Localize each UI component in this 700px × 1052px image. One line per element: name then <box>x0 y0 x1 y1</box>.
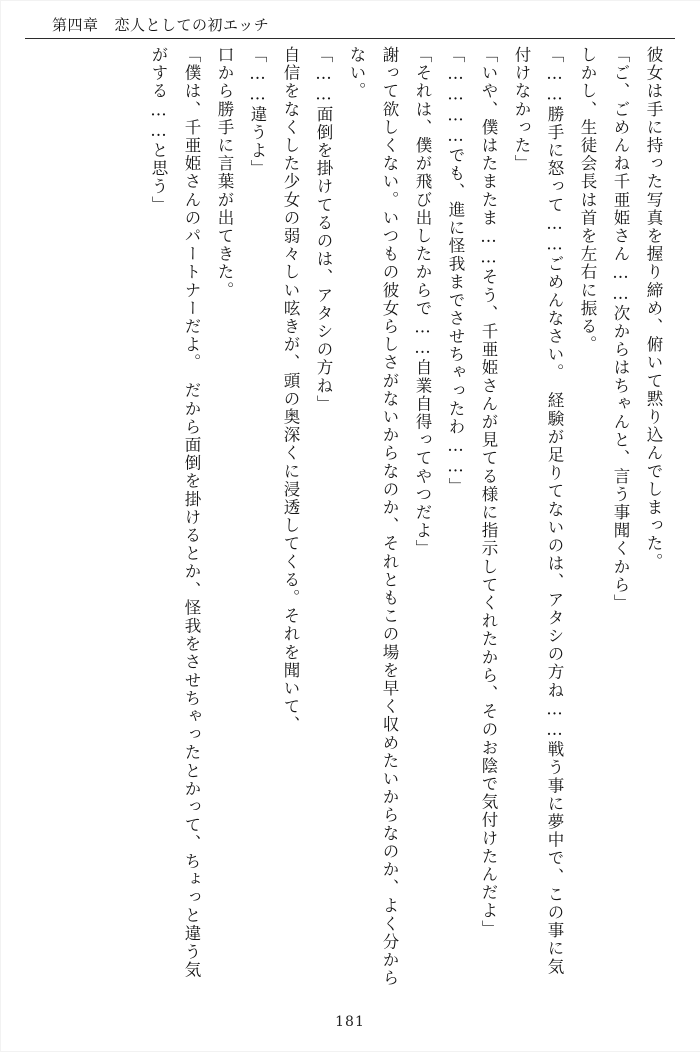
paragraph: 彼女は手に持った写真を握り締め、俯いて黙り込んでしまった。 <box>644 46 663 571</box>
vertical-text-block <box>142 46 670 991</box>
paragraph: 「……違うよ」 <box>248 46 267 178</box>
chapter-label: 第四章 <box>52 16 99 34</box>
paragraph: 「いや、僕はたまたま……そう、千亜姫さんが見てる様に指示してくれたから、そのお陰で気付けたんだよ」 <box>479 46 498 938</box>
paragraph: 自信をなくした少女の弱々しい呟きが、頭の奥深くに浸透してくる。それを聞いて、 <box>281 46 300 734</box>
paragraph: 「それは、僕が飛び出したからで……自業自得ってやつだよ」 <box>413 46 432 558</box>
paragraph: 「……面倒を掛けてるのは、アタシの方ね」 <box>314 46 333 413</box>
chapter-title: 恋人としての初エッチ <box>114 16 270 34</box>
page-number: 181 <box>335 1014 365 1030</box>
paragraph: 「……勝手に怒って……ごめんなさい。 経験が足りてないのは、アタシの方ね……戦う事に夢中で、この事に気付けなかった」 <box>512 46 564 976</box>
paragraph: 「僕は、千亜姫さんのパートナーだよ。 だから面倒を掛けるとか、怪我をさせちゃったとかって、ちょっと違う気がする……と思う」 <box>149 46 201 979</box>
page-header <box>0 10 700 40</box>
header-chapter-line <box>52 14 269 35</box>
header-divider <box>25 38 675 39</box>
body-text-area <box>30 46 670 996</box>
paragraph: しかし、生徒会長は首を左右に振る。 <box>578 46 597 354</box>
paragraph: 「…………でも、進に怪我までさせちゃったわ……」 <box>446 46 465 496</box>
paragraph: 謝って欲しくない。いつもの彼女らしさがないからなのか、それともこの場を早く収めたいからなのか、よく分からない。 <box>347 46 399 988</box>
paragraph: 口から勝手に言葉が出てきた。 <box>215 46 234 300</box>
paragraph: 「ご、ごめんね千亜姫さん……次からはちゃんと、言う事聞くから」 <box>611 46 630 613</box>
